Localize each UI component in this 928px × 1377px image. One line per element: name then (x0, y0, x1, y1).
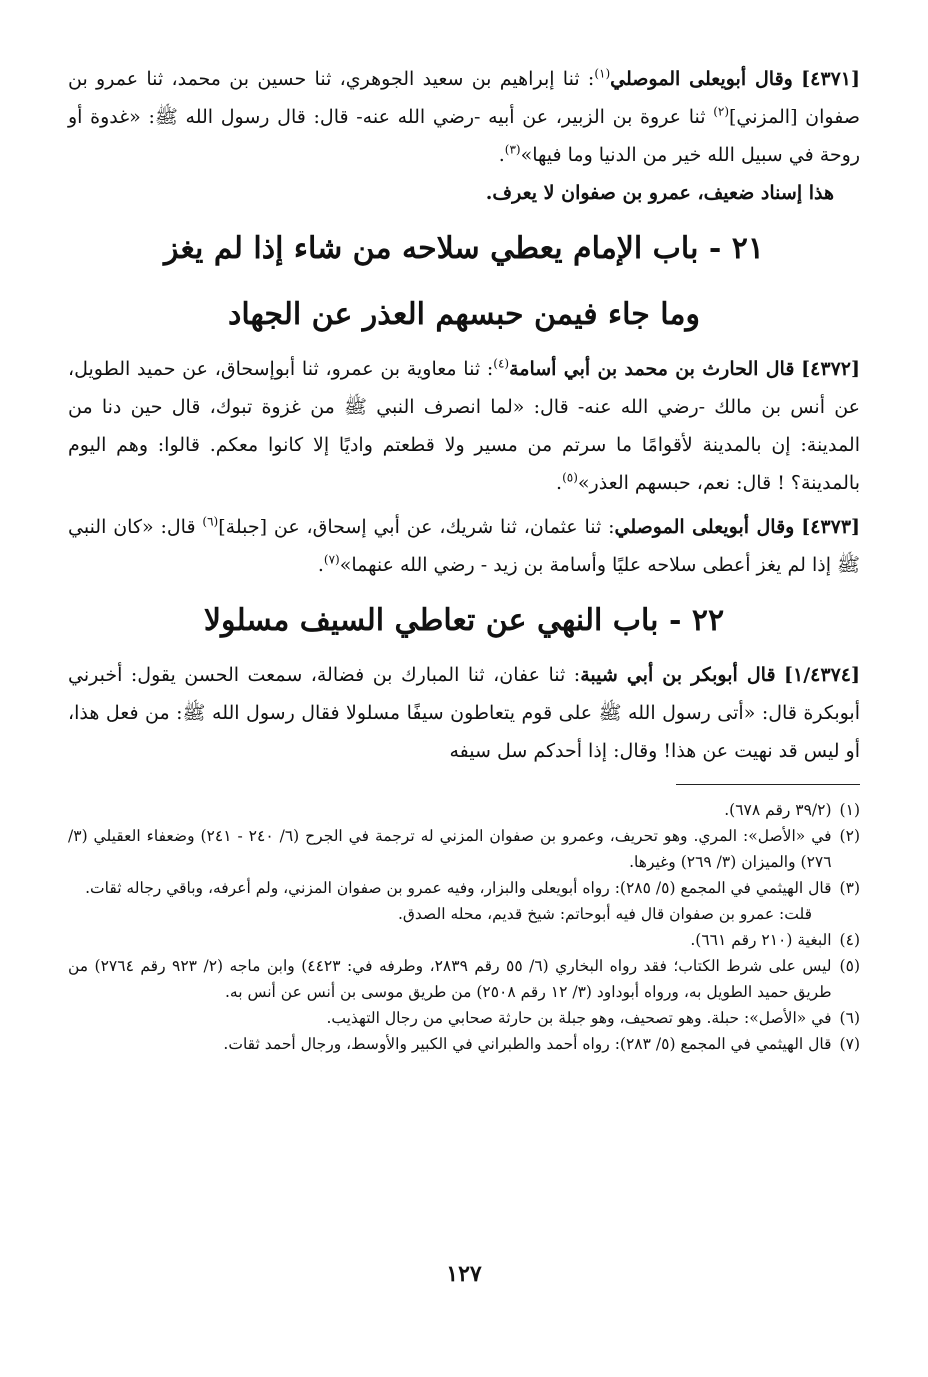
hadith-body: قال: «كان النبي ﷺ إذا لم يغز أعطى سلاحه عليًا وأسامة بن زيد - رضي الله عنهما» (68, 516, 860, 576)
footnote (68, 797, 860, 823)
footnote (68, 875, 860, 901)
footnote-ref: (٤) (493, 356, 510, 371)
page-number: ١٢٧ (446, 1261, 482, 1287)
hadith-text (68, 60, 860, 174)
hadith-4374 (68, 656, 860, 770)
chapter-title-line: ٢٢ - باب النهي عن تعاطي السيف مسلولا (203, 603, 725, 638)
footnote-ref: (١) (594, 66, 611, 81)
footnotes (68, 797, 860, 1057)
footnote-text: في «الأصل»: حبلة. وهو تصحيف، وهو جبلة بن حارثة صحابي من رجال التهذيب. (326, 1009, 832, 1027)
footnote-number: (٤) (839, 931, 860, 949)
footnote-text: البغية (٢١٠ رقم ٦٦١). (690, 931, 832, 949)
narrator-lead: قال أبوبكر بن أبي شيبة (580, 664, 776, 686)
footnote-number: (٦) (839, 1009, 860, 1027)
hadith-end: . (556, 472, 563, 494)
hadith-end: . (498, 144, 505, 166)
hadith-body: : ثنا إبراهيم بن سعيد الجوهري، ثنا حسين بن محمد، ثنا عمرو بن صفوان [المزني] (68, 68, 860, 128)
footnote-ref: (٥) (562, 470, 578, 485)
hadith-number: [٤٣٧٢] (801, 358, 860, 380)
footnote-text: قال الهيثمي في المجمع (٥/ ٢٨٣): رواه أحمد والطبراني في الكبير والأوسط، ورجال أحمد ثقات. (223, 1035, 832, 1053)
footnote-ref: (٣) (504, 142, 521, 157)
footnote-text: (٣٩/٢ رقم ٦٧٨). (724, 801, 832, 819)
hadith-number: [٤٣٧١] (801, 68, 860, 90)
footnote-comment (68, 901, 820, 927)
footnote-ref: (٢) (713, 104, 730, 119)
hadith-text (68, 350, 860, 502)
footnote-text: في «الأصل»: المري. وهو تحريف، وعمرو بن صفوان المزني له ترجمة في الجرح (٦/ ٢٤٠ - ٢٤١) وضعفاء العقيلي (٣/ ٢٧٦) والميزان (٣/ ٢٦٩) وغيرها. (68, 827, 832, 871)
chapter-title-line: وما جاء فيمن حبسهم العذر عن الجهاد (228, 297, 700, 332)
chapter-title-line: ٢١ - باب الإمام يعطي سلاحه من شاء إذا لم يغز (164, 231, 764, 266)
narrator-lead: وقال أبويعلى الموصلي (614, 516, 795, 538)
footnote-number: (٣) (839, 879, 860, 897)
footnote-number: (٥) (839, 957, 860, 975)
hadith-body: : ثنا عثمان، ثنا شريك، عن أبي إسحاق، عن [جبلة] (218, 516, 615, 538)
footnote-divider (676, 784, 860, 785)
footnote (68, 1005, 860, 1031)
hadith-body: : ثنا عفان، ثنا المبارك بن فضالة، سمعت الحسن يقول: أخبرني أبوبكرة قال: «أتى رسول الله ﷺ على قوم يتعاطون سيفًا مسلولا فقال رسول الله ﷺ: من فعل هذا، أو ليس قد نهيت عن هذا! وقال: إذا أحدكم سل سيفه (68, 664, 860, 762)
hadith-number: [١/٤٣٧٤] (784, 664, 860, 686)
hadith-text (68, 508, 860, 584)
footnote-number: (٢) (839, 827, 860, 845)
narrator-lead: وقال أبويعلى الموصلي (610, 68, 793, 90)
footnote (68, 823, 860, 875)
footnote-text: ليس على شرط الكتاب؛ فقد رواه البخاري (٦/ ٥٥ رقم ٢٨٣٩، وطرفه في: ٤٤٢٣) وابن ماجه (٢/ ٩٢٣ رقم ٢٧٦٤) من طريق حميد الطويل به، ورواه أبوداود (٣/ ١٢ رقم ٢٥٠٨) من طريق موسى بن أنس عن أنس به. (68, 957, 832, 1001)
footnote-number: (١) (839, 801, 860, 819)
chapter-heading-22 (68, 590, 860, 652)
hadith-body: ثنا عروة بن الزبير، عن أبيه -رضي الله عنه- قال: قال رسول الله ﷺ: «غدوة أو روحة في سبيل الله خير من الدنيا وما فيها» (68, 106, 860, 166)
footnote-text: قلت: عمرو بن صفوان قال فيه أبوحاتم: شيخ قديم، محله الصدق. (397, 905, 812, 923)
isnad-verdict: هذا إسناد ضعيف، عمرو بن صفوان لا يعرف. (485, 182, 834, 204)
hadith-4371 (68, 60, 860, 212)
footnote-number: (٧) (839, 1035, 860, 1053)
hadith-4372 (68, 350, 860, 502)
hadith-4373 (68, 508, 860, 584)
footnote (68, 1031, 860, 1057)
hadith-end: . (317, 554, 324, 576)
footnote-ref: (٧) (323, 552, 340, 567)
footnote-text: قال الهيثمي في المجمع (٥/ ٢٨٥): رواه أبويعلى والبزار، وفيه عمرو بن صفوان المزني، ولم أعرفه، وباقي رجاله ثقات. (85, 879, 832, 897)
hadith-body: : ثنا معاوية بن عمرو، ثنا أبوإسحاق، عن حميد الطويل، عن أنس بن مالك -رضي الله عنه- قال: «لما انصرف النبي ﷺ من غزوة تبوك، قال حين دنا من المدينة: إن بالمدينة لأقوامًا ما سرتم من مسير ولا قطعتم واديًا إلا كانوا معكم. قالوا: وهم اليوم بالمدينة؟ ! قال: نعم، حبسهم العذر» (68, 358, 860, 494)
chapter-heading-21 (68, 218, 860, 346)
footnote (68, 927, 860, 953)
hadith-text (68, 656, 860, 770)
footnote (68, 953, 860, 1005)
narrator-lead: قال الحارث بن محمد بن أبي أسامة (509, 358, 795, 380)
footnote-ref: (٦) (202, 514, 219, 529)
hadith-number: [٤٣٧٣] (801, 516, 861, 538)
